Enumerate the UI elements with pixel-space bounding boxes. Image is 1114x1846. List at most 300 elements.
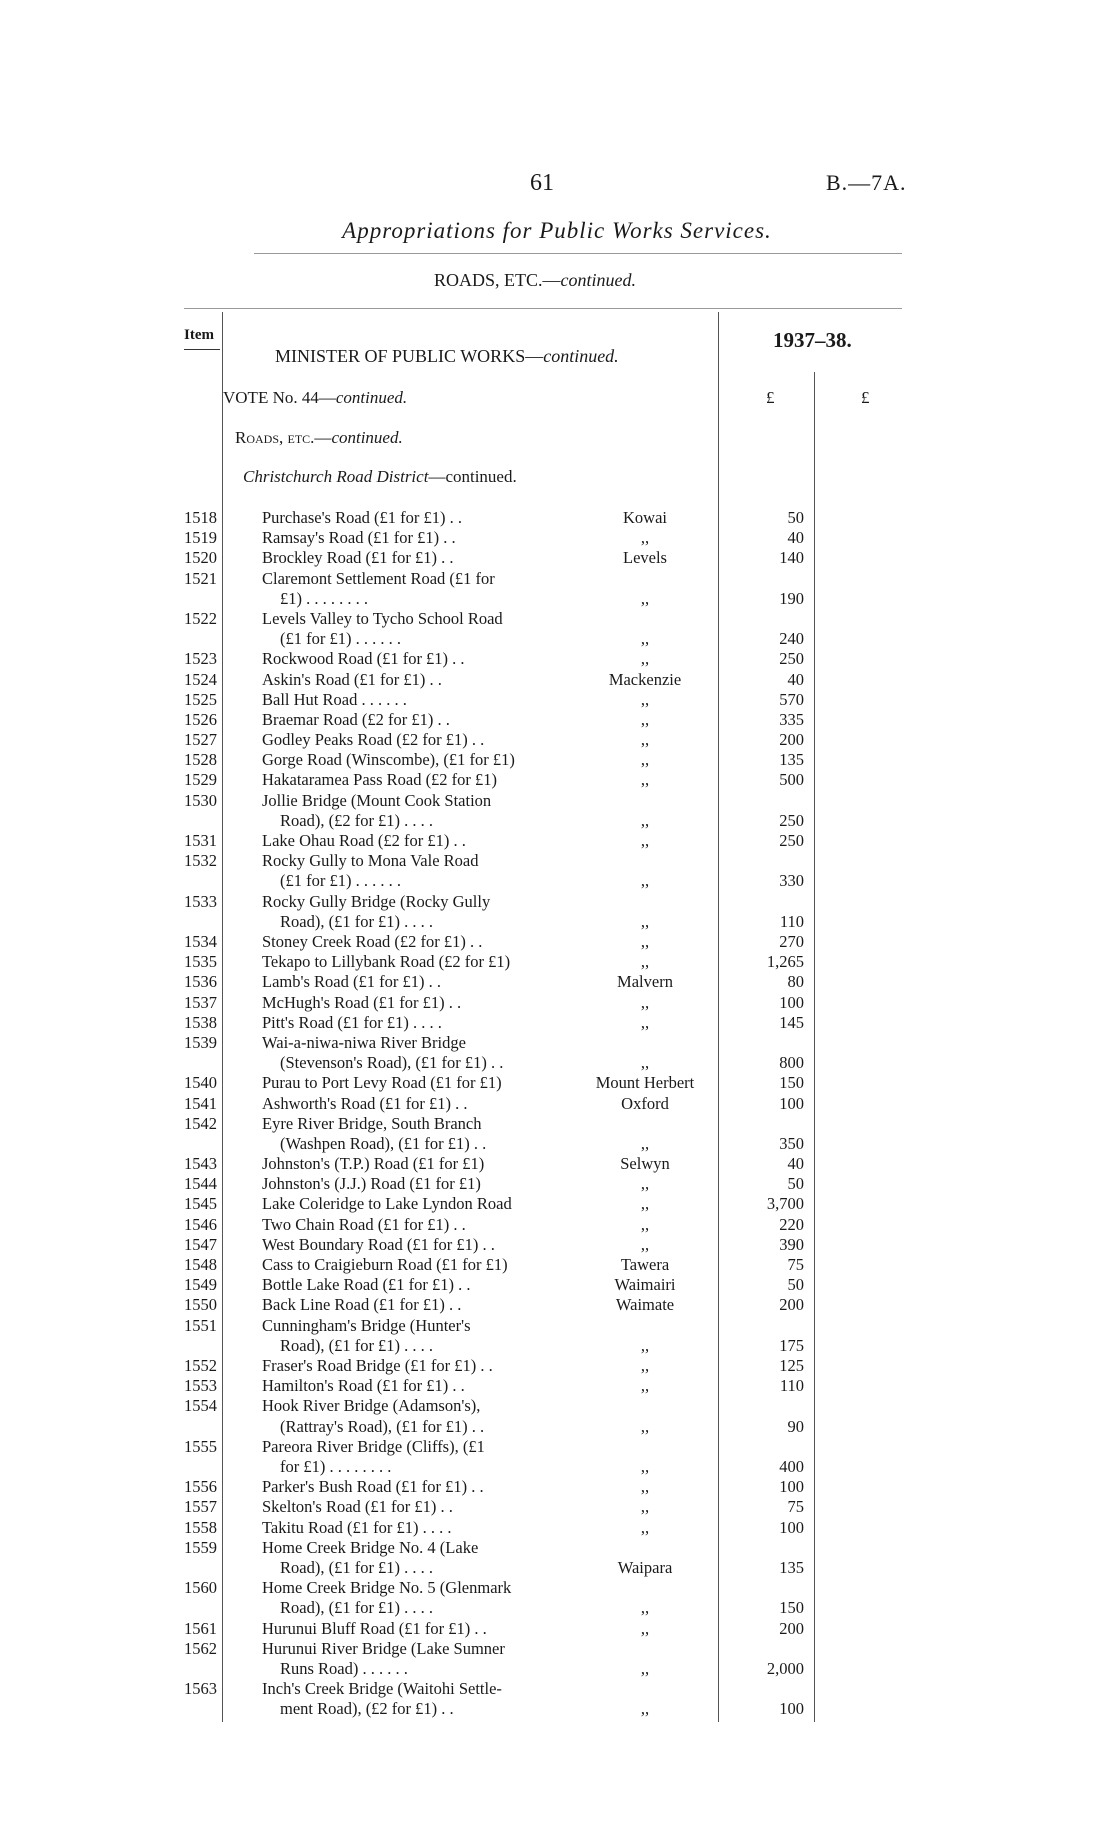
item-number: 1523 (184, 649, 217, 669)
item-description (262, 1538, 562, 1578)
item-description (262, 892, 562, 932)
item-number: 1521 (184, 568, 217, 588)
item-description (262, 1073, 562, 1093)
section-title (434, 270, 636, 291)
table-row (0, 952, 1114, 972)
item-number: 1545 (184, 1194, 217, 1214)
item-number: 1549 (184, 1275, 217, 1295)
road-district: ,, (640, 992, 650, 1012)
description-line: ment Road), (£2 for £1) . . (280, 1699, 454, 1719)
road-district: ,, (640, 1012, 650, 1032)
road-district: Malvern (617, 972, 673, 992)
description-line: (Stevenson's Road), (£1 for £1) . . (280, 1053, 504, 1073)
item-description (262, 1376, 562, 1396)
item-number: 1546 (184, 1214, 217, 1234)
item-number: 1532 (184, 851, 217, 871)
table-row (0, 1679, 1114, 1719)
road-district: ,, (640, 1194, 650, 1214)
table-row (0, 508, 1114, 528)
item-description (262, 1619, 562, 1639)
item-number: 1519 (184, 528, 217, 548)
description-line: West Boundary Road (£1 for £1) . . (262, 1234, 495, 1254)
page-title: Appropriations for Public Works Services. (342, 218, 772, 243)
item-description (262, 1639, 562, 1679)
amount: 40 (787, 669, 804, 689)
table-row (0, 770, 1114, 790)
table-row (0, 569, 1114, 609)
table-row (0, 528, 1114, 548)
item-number: 1522 (184, 608, 217, 628)
table-row (0, 831, 1114, 851)
road-district: ,, (640, 932, 650, 952)
item-number: 1534 (184, 932, 217, 952)
item-number: 1536 (184, 972, 217, 992)
road-district: ,, (640, 1214, 650, 1234)
item-number: 1553 (184, 1376, 217, 1396)
section-title-text: ROADS, ETC.— (434, 270, 561, 290)
amount: 335 (779, 709, 804, 729)
amount: 100 (779, 992, 804, 1012)
item-description (262, 770, 562, 790)
road-district: ,, (640, 1416, 650, 1436)
description-line: Rocky Gully Bridge (Rocky Gully (262, 891, 491, 911)
description-line: Brockley Road (£1 for £1) . . (262, 548, 454, 568)
item-description (262, 1215, 562, 1235)
item-description (262, 791, 562, 831)
amount: 150 (779, 1073, 804, 1093)
item-description (262, 730, 562, 750)
table-row (0, 972, 1114, 992)
item-column-header: Item (184, 327, 214, 343)
description-line: Parker's Bush Road (£1 for £1) . . (262, 1477, 484, 1497)
item-number: 1539 (184, 1032, 217, 1052)
road-district: ,, (640, 1376, 650, 1396)
amount: 250 (779, 810, 804, 830)
item-number: 1529 (184, 770, 217, 790)
description-line: Fraser's Road Bridge (£1 for £1) . . (262, 1356, 493, 1375)
item-number: 1563 (184, 1679, 217, 1699)
item-description (262, 609, 562, 649)
roads-subheading (235, 428, 403, 448)
item-number: 1558 (184, 1517, 217, 1537)
table-row (0, 1073, 1114, 1093)
road-district: ,, (640, 871, 650, 891)
section-title-continued: continued. (560, 270, 636, 290)
item-number: 1562 (184, 1638, 217, 1658)
item-description (262, 690, 562, 710)
road-district: ,, (640, 1658, 650, 1678)
amount: 570 (779, 689, 804, 709)
item-description (262, 649, 562, 669)
road-district: Tawera (620, 1255, 670, 1275)
amount: 2,000 (766, 1658, 804, 1678)
item-description (262, 1477, 562, 1497)
district-continued: —continued. (428, 467, 517, 486)
road-district: ,, (640, 1618, 650, 1638)
description-line: Two Chain Road (£1 for £1) . . (262, 1214, 466, 1234)
table-row (0, 932, 1114, 952)
description-line: Stoney Creek Road (£2 for £1) . . (262, 932, 483, 952)
table-row (0, 1235, 1114, 1255)
description-line: Runs Road) . . . . . . (280, 1658, 408, 1678)
amount: 140 (779, 548, 804, 568)
table-row (0, 649, 1114, 669)
description-line: Eyre River Bridge, South Branch (262, 1113, 482, 1133)
description-line: Skelton's Road (£1 for £1) . . (262, 1497, 453, 1517)
road-district: Oxford (621, 1093, 669, 1113)
description-line: Levels Valley to Tycho School Road (262, 608, 503, 628)
road-district: ,, (640, 750, 650, 770)
road-district: ,, (640, 730, 650, 750)
table-row (0, 1013, 1114, 1033)
amount: 110 (779, 1376, 804, 1396)
item-description (262, 1518, 562, 1538)
item-number: 1547 (184, 1234, 217, 1254)
amount: 330 (779, 871, 804, 891)
amount: 800 (779, 1053, 804, 1073)
table-row (0, 670, 1114, 690)
amount: 175 (779, 1335, 804, 1355)
item-description (262, 1154, 562, 1174)
item-number: 1550 (184, 1295, 217, 1315)
table-row (0, 1578, 1114, 1618)
page-reference: B.—7A. (826, 170, 907, 195)
amount: 135 (779, 1557, 804, 1577)
item-description (262, 548, 562, 568)
road-district: ,, (640, 1699, 650, 1719)
description-line: (Washpen Road), (£1 for £1) . . (280, 1133, 487, 1153)
item-number: 1542 (184, 1113, 217, 1133)
road-district: ,, (640, 1133, 650, 1153)
item-description (262, 851, 562, 891)
item-number: 1537 (184, 992, 217, 1012)
amount: 100 (779, 1477, 804, 1497)
table-row (0, 1518, 1114, 1538)
road-district: ,, (640, 1477, 650, 1497)
road-district: ,, (640, 689, 650, 709)
description-line: Tekapo to Lillybank Road (£2 for £1) (262, 952, 511, 972)
amount: 125 (779, 1356, 804, 1375)
title-rule (254, 253, 902, 254)
table-row (0, 1396, 1114, 1436)
road-district: ,, (640, 1234, 650, 1254)
item-header-rule (184, 349, 220, 350)
table-row (0, 1376, 1114, 1396)
table-row (0, 1538, 1114, 1578)
minister-text: MINISTER OF PUBLIC WORKS— (275, 346, 544, 366)
table-row (0, 1316, 1114, 1356)
description-line: Inch's Creek Bridge (Waitohi Settle- (262, 1679, 502, 1699)
amount: 150 (779, 1598, 804, 1618)
description-line: Road), (£1 for £1) . . . . (280, 911, 434, 931)
description-line: Rockwood Road (£1 for £1) . . (262, 649, 465, 669)
item-number: 1526 (184, 709, 217, 729)
description-line: (£1 for £1) . . . . . . (280, 629, 401, 649)
description-line: for £1) . . . . . . . . (280, 1456, 392, 1476)
item-description (262, 972, 562, 992)
description-line: Claremont Settlement Road (£1 for (262, 568, 495, 588)
item-description (262, 932, 562, 952)
table-row (0, 1033, 1114, 1073)
amount: 80 (787, 972, 804, 992)
road-district: ,, (640, 831, 650, 851)
table-row (0, 892, 1114, 932)
item-number: 1520 (184, 548, 217, 568)
description-line: Johnston's (T.P.) Road (£1 for £1) (262, 1154, 485, 1174)
road-district: Waimate (615, 1295, 675, 1315)
road-district: ,, (640, 1053, 650, 1073)
table-row (0, 1497, 1114, 1517)
table-row (0, 1477, 1114, 1497)
item-description (262, 670, 562, 690)
amount: 240 (779, 629, 804, 649)
vote-continued: continued. (335, 388, 408, 407)
road-district: Selwyn (620, 1154, 670, 1174)
district-name: Christchurch Road District (243, 467, 429, 486)
item-description (262, 1235, 562, 1255)
item-number: 1540 (184, 1073, 217, 1093)
item-number: 1541 (184, 1093, 217, 1113)
item-description (262, 1437, 562, 1477)
item-description (262, 1114, 562, 1154)
amount: 270 (779, 932, 804, 952)
item-number: 1533 (184, 891, 217, 911)
item-number: 1556 (184, 1477, 217, 1497)
item-description (262, 750, 562, 770)
item-number: 1555 (184, 1436, 217, 1456)
vote-text: VOTE No. 44— (223, 388, 336, 407)
page-number: 61 (530, 170, 554, 196)
item-description (262, 1295, 562, 1315)
road-district: ,, (640, 528, 650, 548)
description-line: Road), (£1 for £1) . . . . (280, 1335, 434, 1355)
road-district: ,, (640, 1335, 650, 1355)
amount: 40 (787, 528, 804, 548)
road-district: Kowai (623, 508, 667, 527)
item-description (262, 831, 562, 851)
description-line: Hakataramea Pass Road (£2 for £1) (262, 770, 498, 790)
description-line: Ashworth's Road (£1 for £1) . . (262, 1093, 468, 1113)
road-district: ,, (640, 709, 650, 729)
item-number: 1557 (184, 1497, 217, 1517)
description-line: £1) . . . . . . . . (280, 588, 368, 608)
amount: 250 (779, 649, 804, 669)
description-line: Hurunui River Bridge (Lake Sumner (262, 1638, 505, 1658)
item-description (262, 710, 562, 730)
table-row (0, 1255, 1114, 1275)
road-district: ,, (640, 1456, 650, 1476)
road-district: ,, (640, 770, 650, 790)
amount: 250 (779, 831, 804, 851)
description-line: (£1 for £1) . . . . . . (280, 871, 401, 891)
amount: 220 (779, 1214, 804, 1234)
amount: 75 (787, 1255, 804, 1275)
item-description (262, 1396, 562, 1436)
item-description (262, 1194, 562, 1214)
table-row (0, 1619, 1114, 1639)
amount: 135 (779, 750, 804, 770)
description-line: Pareora River Bridge (Cliffs), (£1 (262, 1436, 485, 1456)
road-district: ,, (640, 588, 650, 608)
item-description (262, 993, 562, 1013)
description-line: Rocky Gully to Mona Vale Road (262, 851, 479, 871)
table-row (0, 710, 1114, 730)
item-description (262, 952, 562, 972)
pound-sign-column-2: £ (861, 388, 870, 407)
item-number: 1535 (184, 952, 217, 972)
table-row (0, 690, 1114, 710)
item-number: 1518 (184, 508, 217, 527)
description-line: Purchase's Road (£1 for £1) . . (262, 508, 463, 527)
description-line: Road), (£1 for £1) . . . . (280, 1557, 434, 1577)
item-number: 1531 (184, 831, 217, 851)
item-description (262, 528, 562, 548)
vote-heading (223, 388, 407, 408)
table-row (0, 1194, 1114, 1214)
description-line: Ramsay's Road (£1 for £1) . . (262, 528, 456, 548)
item-description (262, 569, 562, 609)
table-row (0, 1275, 1114, 1295)
roads-subheading-continued: continued. (331, 428, 403, 447)
amount: 50 (787, 508, 804, 527)
item-number: 1548 (184, 1255, 217, 1275)
item-number: 1543 (184, 1154, 217, 1174)
table-row (0, 791, 1114, 831)
description-line: Back Line Road (£1 for £1) . . (262, 1295, 462, 1315)
amount: 390 (779, 1234, 804, 1254)
item-description (262, 1679, 562, 1719)
road-district: Levels (623, 548, 667, 568)
description-line: Purau to Port Levy Road (£1 for £1) (262, 1073, 502, 1093)
item-description (262, 1356, 562, 1376)
description-line: (Rattray's Road), (£1 for £1) . . (280, 1416, 485, 1436)
table-row (0, 1114, 1114, 1154)
amount: 75 (787, 1497, 804, 1517)
table-row (0, 1437, 1114, 1477)
item-number: 1560 (184, 1578, 217, 1598)
item-number: 1559 (184, 1537, 217, 1557)
amount: 50 (787, 1174, 804, 1194)
table-row (0, 1639, 1114, 1679)
description-line: Road), (£2 for £1) . . . . (280, 810, 434, 830)
item-number: 1561 (184, 1618, 217, 1638)
amount: 100 (779, 1699, 804, 1719)
table-row (0, 993, 1114, 1013)
description-line: Askin's Road (£1 for £1) . . (262, 669, 442, 689)
road-district: ,, (640, 1497, 650, 1517)
description-line: Home Creek Bridge No. 4 (Lake (262, 1537, 479, 1557)
road-district: ,, (640, 952, 650, 972)
description-line: Road), (£1 for £1) . . . . (280, 1598, 434, 1618)
road-district: ,, (640, 629, 650, 649)
description-line: Gorge Road (Winscombe), (£1 for £1) (262, 750, 515, 770)
amount: 500 (779, 770, 804, 790)
road-district: ,, (640, 1356, 650, 1375)
road-district: ,, (640, 911, 650, 931)
table-row (0, 1356, 1114, 1376)
description-line: Pitt's Road (£1 for £1) . . . . (262, 1012, 442, 1032)
description-line: Cass to Craigieburn Road (£1 for £1) (262, 1255, 508, 1275)
item-number: 1552 (184, 1356, 217, 1375)
item-description (262, 508, 562, 528)
item-description (262, 1275, 562, 1295)
amount: 200 (779, 1618, 804, 1638)
item-number: 1530 (184, 790, 217, 810)
amount: 110 (779, 911, 804, 931)
amount: 3,700 (766, 1194, 804, 1214)
pound-sign-column-1: £ (766, 388, 775, 407)
roads-subheading-text: Roads, etc.— (235, 428, 332, 447)
amount: 50 (787, 1275, 804, 1295)
item-description (262, 1578, 562, 1618)
item-number: 1554 (184, 1396, 217, 1416)
item-description (262, 1094, 562, 1114)
description-line: Godley Peaks Road (£2 for £1) . . (262, 730, 485, 750)
minister-continued: continued. (543, 346, 619, 366)
road-district: Waipara (617, 1557, 673, 1577)
road-district: ,, (640, 1517, 650, 1537)
road-district: Mount Herbert (595, 1073, 695, 1093)
item-number: 1525 (184, 689, 217, 709)
amount: 200 (779, 730, 804, 750)
description-line: Hamilton's Road (£1 for £1) . . (262, 1376, 465, 1396)
description-line: Hurunui Bluff Road (£1 for £1) . . (262, 1618, 487, 1638)
description-line: Lake Ohau Road (£2 for £1) . . (262, 831, 466, 851)
table-row (0, 548, 1114, 568)
item-description (262, 1497, 562, 1517)
table-row (0, 730, 1114, 750)
amount: 190 (779, 588, 804, 608)
road-district: ,, (640, 810, 650, 830)
amount: 100 (779, 1517, 804, 1537)
district-heading (243, 467, 517, 487)
description-line: Home Creek Bridge No. 5 (Glenmark (262, 1578, 512, 1598)
road-district: ,, (640, 649, 650, 669)
amount: 200 (779, 1295, 804, 1315)
item-description (262, 1316, 562, 1356)
amount: 40 (787, 1154, 804, 1174)
amount: 350 (779, 1133, 804, 1153)
table-row (0, 851, 1114, 891)
table-row (0, 1295, 1114, 1315)
table-row (0, 1094, 1114, 1114)
description-line: Takitu Road (£1 for £1) . . . . (262, 1517, 452, 1537)
amount: 100 (779, 1093, 804, 1113)
description-line: Jollie Bridge (Mount Cook Station (262, 790, 492, 810)
amount: 1,265 (766, 952, 804, 972)
description-line: Ball Hut Road . . . . . . (262, 689, 407, 709)
amount: 145 (779, 1012, 804, 1032)
description-line: Hook River Bridge (Adamson's), (262, 1396, 481, 1416)
description-line: Wai-a-niwa-niwa River Bridge (262, 1032, 466, 1052)
table-row (0, 609, 1114, 649)
item-description (262, 1013, 562, 1033)
amount: 400 (779, 1456, 804, 1476)
item-number: 1544 (184, 1174, 217, 1194)
item-description (262, 1255, 562, 1275)
table-row (0, 1174, 1114, 1194)
item-number: 1538 (184, 1012, 217, 1032)
description-line: Braemar Road (£2 for £1) . . (262, 709, 450, 729)
appropriation-rows (0, 508, 1114, 1719)
year-column-header: 1937–38. (773, 328, 852, 352)
description-line: McHugh's Road (£1 for £1) . . (262, 992, 462, 1012)
description-line: Cunningham's Bridge (Hunter's (262, 1315, 471, 1335)
description-line: Lamb's Road (£1 for £1) . . (262, 972, 441, 992)
item-number: 1528 (184, 750, 217, 770)
table-row (0, 1154, 1114, 1174)
table-row (0, 1215, 1114, 1235)
